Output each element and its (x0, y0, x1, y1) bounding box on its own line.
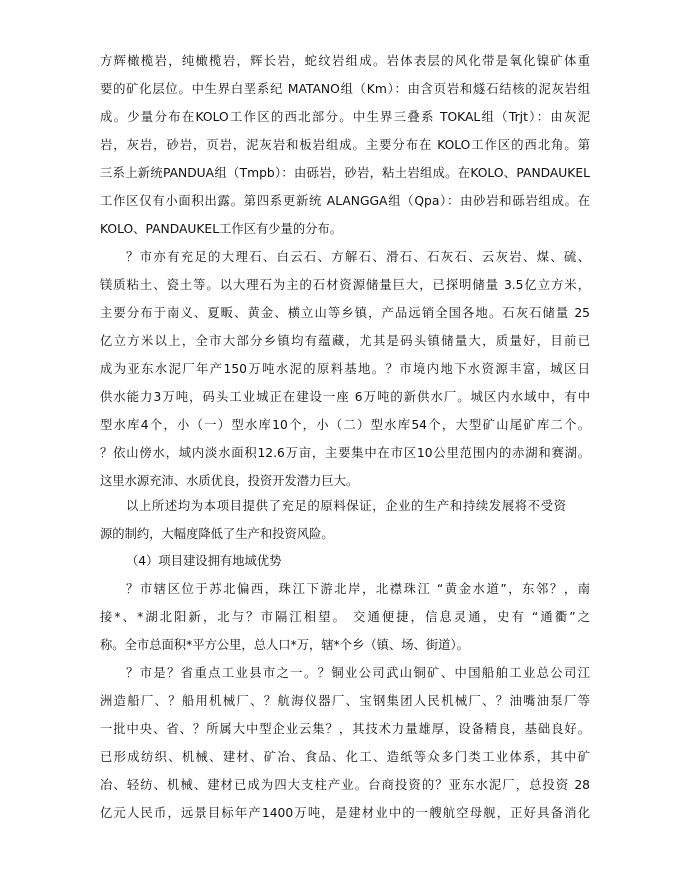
text-line: 称。全市总面积*平方公里，总人口*万，辖*个乡（镇、场、街道）。 (100, 638, 469, 652)
text-line: 这里水源充沛、水质优良，投资开发潜力巨大。 (100, 474, 359, 488)
text-line: 供水能力3万吨，码头工业城正在建设一座 6万吨的新供水厂。城区内水域中，有中 (100, 390, 590, 404)
text-line: 一批中央、省、？所属大中型企业云集？，其技术力量雄厚，设备精良，基础良好。 (100, 722, 590, 736)
text-line: 亿立方米以上，全市大部分乡镇均有蕴藏，尤其是码头镇储量大，质量好，目前已 (100, 334, 590, 348)
paragraph-first-line: ？市辖区位于苏北偏西，珠江下游北岸，北襟珠江 “黄金水道”，东邻？，南 (126, 582, 590, 596)
text-line: 成。少量分布在KOLO工作区的西北部分。中生界三叠系 TOKAL组（Trjt）：由灰泥 (100, 110, 590, 124)
text-line: 工作区仅有小面积出露。第四系更新统 ALANGGA组（Qpa）：由砂岩和砾岩组成。在 (100, 194, 590, 208)
text-line: ？依山傍水，域内淡水面积12.6万亩，主要集中在市区10公里范围内的赤湖和赛湖。 (100, 446, 590, 460)
text-line: 已形成纺织、机械、建材、矿冶、食品、化工、造纸等众多门类工业体系，其中矿 (100, 750, 590, 764)
text-line: 岩，灰岩，砂岩，页岩，泥灰岩和板岩组成。主要分布在 KOLO工作区的西北角。第 (100, 138, 590, 152)
text-line: 成为亚东水泥厂年产150万吨水泥的原料基地。？市境内地下水资源丰富，城区日 (100, 362, 590, 376)
text-line: 要的矿化层位。中生界白垩系纪 MATANO组（Km）：由含页岩和燧石结核的泥灰岩组 (100, 82, 590, 96)
text-line: 型水库4个，小（一）型水库10个，小（二）型水库54个，大型矿山尾矿库二个。 (100, 418, 590, 432)
text-line: 镁质粘土、瓷土等。以大理石为主的石材资源储量巨大，已探明储量 3.5亿立方米， (100, 278, 590, 292)
text-line: 亿元人民币，远景目标年产1400万吨，是建材业中的一艘航空母舰，正好具备消化 (100, 806, 590, 820)
text-line: 接*、*湖北阳新，北与？市隔江相望。 交通便捷，信息灵通，史有 “通衢”之 (100, 610, 590, 624)
paragraph-first-line: ？市亦有充足的大理石、白云石、方解石、滑石、石灰石、云灰岩、煤、硫、 (126, 250, 590, 264)
text-line: 源的制约，大幅度降低了生产和投资风险。 (100, 527, 334, 541)
text-line: KOLO、PANDAUKEL工作区有少量的分布。 (100, 222, 343, 236)
text-line: 三系上新统PANDUA组（Tmpb）：由砾岩，砂岩，粘土岩组成。在KOLO、PANDAUKEL (100, 166, 590, 180)
paragraph-first-line: ？市是？省重点工业县市之一。？铜业公司武山铜矿、中国船舶工业总公司江 (126, 666, 590, 680)
text-line: 主要分布于南义、夏畈、黄金、横立山等乡镇，产品远销全国各地。石灰石储量 25 (100, 306, 590, 320)
paragraph-first-line: 以上所述均为本项目提供了充足的原料保证，企业的生产和持续发展将不受资 (126, 499, 566, 513)
text-line: 冶、轻纺、机械、建材已成为四大支柱产业。台商投资的？亚东水泥厂，总投资 28 (100, 778, 590, 792)
text-line: 方辉橄榄岩，纯橄榄岩，辉长岩，蛇纹岩组成。岩体表层的风化带是氧化镍矿体重 (100, 54, 590, 68)
section-heading: （4）项目建设拥有地域优势 (126, 554, 282, 568)
text-line: 洲造船厂、？船用机械厂、？航海仪器厂、宝钢集团人民机械厂、？油嘴油泵厂等 (100, 694, 590, 708)
